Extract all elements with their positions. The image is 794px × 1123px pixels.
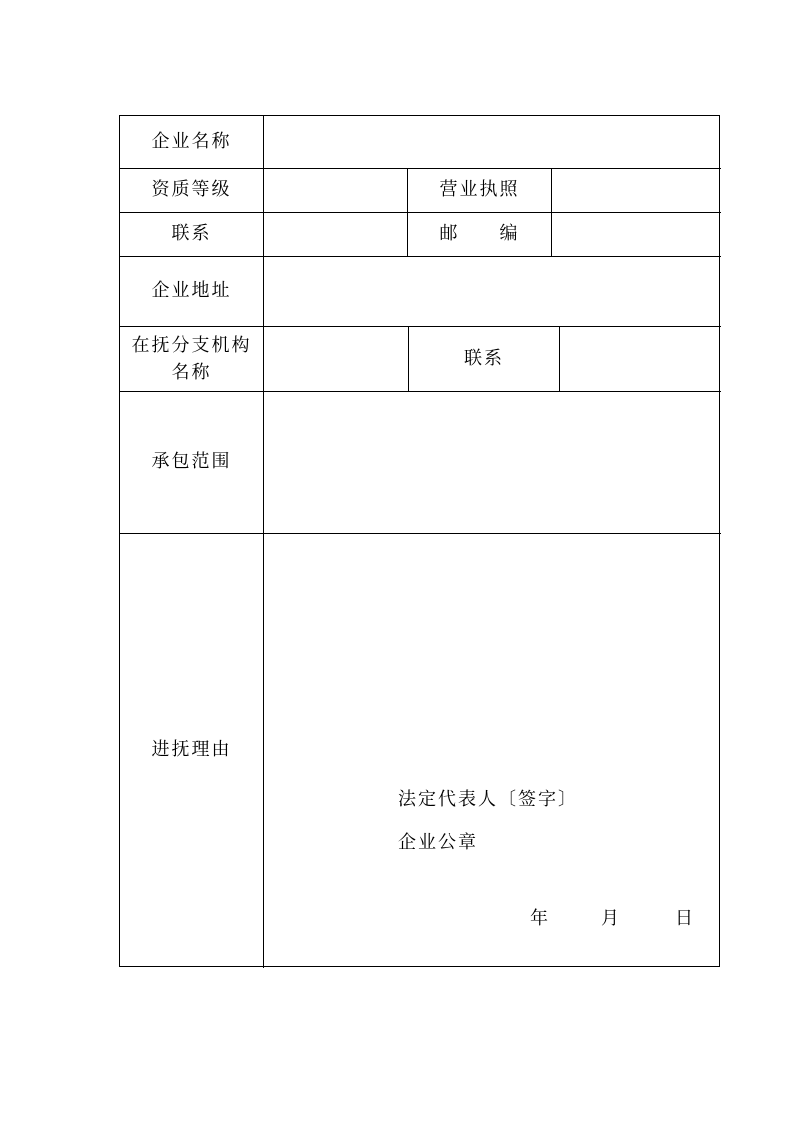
company-name-label-text: 企业名称 xyxy=(151,131,232,152)
entry-reason-label xyxy=(120,533,263,966)
postcode-label xyxy=(408,212,551,256)
branch-name-label xyxy=(120,326,263,391)
branch-name-label-line1: 在抚分支机构 xyxy=(131,334,252,356)
contract-scope-label xyxy=(120,391,263,533)
date-month-label: 月 xyxy=(601,908,619,929)
company-address-field[interactable] xyxy=(264,257,720,326)
contact-field[interactable] xyxy=(264,213,407,256)
company-seal-label: 企业公章 xyxy=(398,832,478,853)
business-license-label-text: 营业执照 xyxy=(439,179,520,200)
date-year-label: 年 xyxy=(530,908,548,929)
postcode-label-char1: 邮 xyxy=(439,223,460,244)
entry-reason-field[interactable] xyxy=(264,534,720,966)
qualification-level-label-text: 资质等级 xyxy=(151,179,232,200)
entry-reason-label-text: 进抚理由 xyxy=(151,738,232,760)
branch-name-label-line2: 名称 xyxy=(171,361,212,383)
branch-name-field[interactable] xyxy=(264,327,408,391)
application-form-table xyxy=(119,115,720,967)
business-license-label xyxy=(408,168,551,212)
company-address-label-text: 企业地址 xyxy=(151,280,232,301)
business-license-field[interactable] xyxy=(552,169,720,212)
company-name-field[interactable] xyxy=(264,116,720,168)
contract-scope-label-text: 承包范围 xyxy=(151,451,232,472)
date-day-label: 日 xyxy=(675,908,693,929)
company-name-label xyxy=(120,116,263,168)
contact-label-text: 联系 xyxy=(171,223,212,244)
postcode-field[interactable] xyxy=(552,213,720,256)
contract-scope-field[interactable] xyxy=(264,392,720,533)
branch-contact-label xyxy=(409,326,559,391)
branch-contact-label-text: 联系 xyxy=(464,347,504,369)
contact-label xyxy=(120,212,263,256)
legal-representative-signature-label: 法定代表人〔签字〕 xyxy=(398,789,578,810)
company-address-label xyxy=(120,256,263,326)
branch-contact-field[interactable] xyxy=(560,327,720,391)
qualification-level-label xyxy=(120,168,263,212)
postcode-label-char2: 编 xyxy=(499,223,520,244)
qualification-level-field[interactable] xyxy=(264,169,407,212)
